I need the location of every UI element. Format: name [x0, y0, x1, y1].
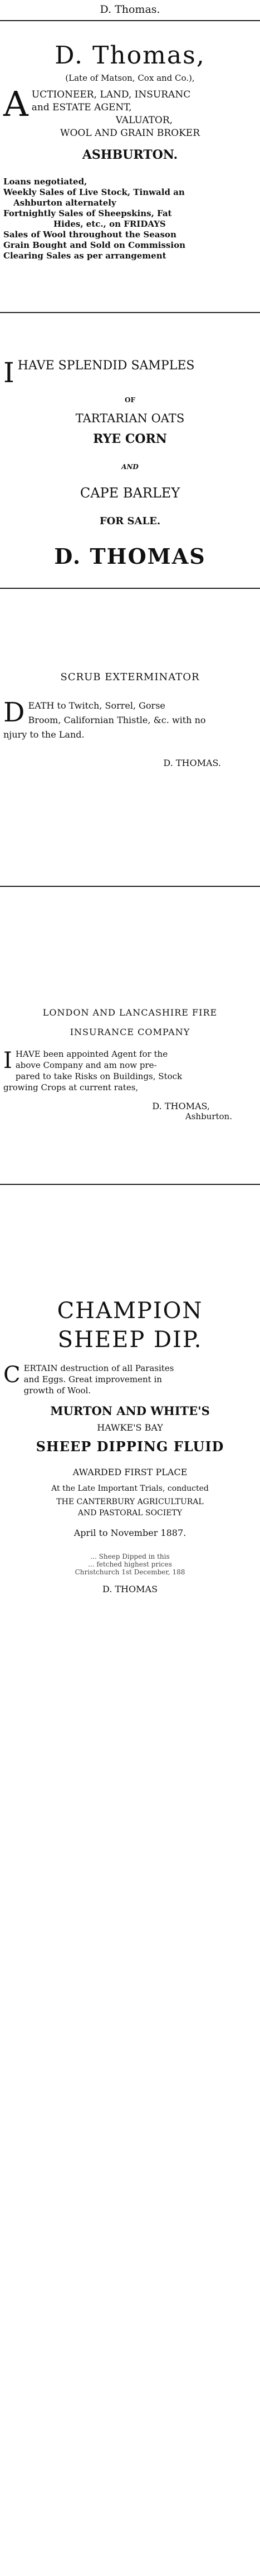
service-line: WOOL AND GRAIN BROKER — [60, 128, 200, 139]
samples-line: HAVE SPLENDID SAMPLES — [17, 359, 195, 373]
column-header — [0, 3, 260, 16]
service-line: UCTIONEER, LAND, INSURANC — [31, 89, 191, 100]
award-line: AWARDED FIRST PLACE — [72, 1467, 188, 1477]
advert-body — [0, 1363, 260, 1396]
note-line: Sales of Wool throughout the Season — [3, 230, 176, 240]
dates-line: April to November 1887. — [73, 1528, 187, 1538]
body-line: Broom, Californian Thistle, &c. with no — [28, 715, 206, 725]
origin-line: HAWKE'S BAY — [97, 1422, 163, 1433]
advert-notes — [0, 177, 260, 261]
for-sale-line: FOR SALE. — [99, 515, 161, 527]
divider-rule — [0, 312, 260, 313]
note-line: Fortnightly Sales of Sheepskins, Fat — [3, 208, 172, 218]
divider-rule — [0, 588, 260, 589]
drop-cap: I — [3, 1048, 12, 1074]
trials-line: At the Late Important Trials, conducted — [51, 1484, 209, 1493]
drop-cap: A — [3, 84, 28, 124]
samples-heading — [0, 357, 260, 389]
insurance-advert — [0, 1007, 260, 1121]
advert-location: ASHBURTON. — [82, 148, 178, 162]
drop-cap: I — [3, 357, 14, 389]
tail-line: ... fetched highest prices — [88, 1560, 172, 1568]
advert-title: SHEEP DIP. — [57, 1327, 203, 1353]
product-line: SHEEP DIPPING FLUID — [36, 1438, 224, 1455]
samples-advert — [0, 359, 260, 569]
advert-signature: D. THOMAS. — [163, 758, 221, 768]
advert-location: Ashburton. — [185, 1111, 232, 1121]
advert-signature: D. THOMAS — [54, 544, 206, 569]
advert-title: D. Thomas, — [55, 41, 205, 70]
advert-title: LONDON AND LANCASHIRE FIRE — [42, 1007, 218, 1018]
divider-rule — [0, 1184, 260, 1185]
header-name: D. Thomas. — [100, 3, 160, 16]
note-line: Clearing Sales as per arrangement — [3, 251, 166, 261]
drop-cap: C — [3, 1362, 21, 1388]
body-line: ERTAIN destruction of all Parasites — [23, 1363, 174, 1373]
header-rule — [0, 20, 260, 21]
product-line: RYE CORN — [93, 432, 167, 446]
scrub-advert — [0, 671, 260, 768]
makers-line: MURTON AND WHITE'S — [50, 1404, 210, 1418]
advert-body — [0, 699, 260, 742]
advert-signature: D. THOMAS, — [152, 1101, 210, 1111]
body-line: EATH to Twitch, Sorrel, Gorse — [28, 700, 165, 711]
advert-subtitle: (Late of Matson, Cox and Co.), — [65, 73, 195, 83]
advert-signature: D. THOMAS — [102, 1584, 158, 1594]
note-line: Loans negotiated, — [3, 177, 87, 187]
note-line: Grain Bought and Sold on Commission — [3, 240, 185, 250]
advert-title: CHAMPION — [57, 1298, 203, 1324]
tail-line: ... Sheep Dipped in this — [90, 1553, 170, 1560]
body-line: njury to the Land. — [3, 729, 85, 740]
body-line: growing Crops at current rates, — [3, 1082, 139, 1092]
tail-line: Christchurch 1st December, 188 — [75, 1568, 185, 1576]
of-line: OF — [125, 396, 135, 404]
note-line: Weekly Sales of Live Stock, Tinwald an — [3, 187, 185, 197]
trials-line: AND PASTORAL SOCIETY — [77, 1509, 183, 1518]
body-line: HAVE been appointed Agent for the — [15, 1049, 168, 1059]
service-line: VALUATOR, — [115, 115, 173, 126]
auctioneer-advert — [0, 41, 260, 261]
body-line: pared to take Risks on Buildings, Stock — [15, 1071, 183, 1081]
body-line: and Eggs. Great improvement in — [23, 1374, 162, 1384]
service-line: and ESTATE AGENT, — [31, 102, 132, 113]
note-line: Ashburton alternately — [13, 198, 116, 208]
advert-body — [0, 1048, 260, 1093]
note-line: Hides, etc., on FRIDAYS — [53, 219, 166, 229]
product-line: TARTARIAN OATS — [75, 412, 185, 425]
divider-rule — [0, 886, 260, 887]
and-line: AND — [121, 463, 139, 471]
sheep-dip-advert — [0, 1298, 260, 1594]
trials-line: THE CANTERBURY AGRICULTURAL — [56, 1497, 204, 1506]
product-line: CAPE BARLEY — [80, 485, 180, 501]
body-line: above Company and am now pre- — [15, 1060, 157, 1070]
advert-title: SCRUB EXTERMINATOR — [60, 671, 200, 683]
drop-cap: D — [3, 697, 25, 728]
advert-title: INSURANCE COMPANY — [70, 1027, 190, 1037]
body-line: growth of Wool. — [23, 1385, 91, 1396]
